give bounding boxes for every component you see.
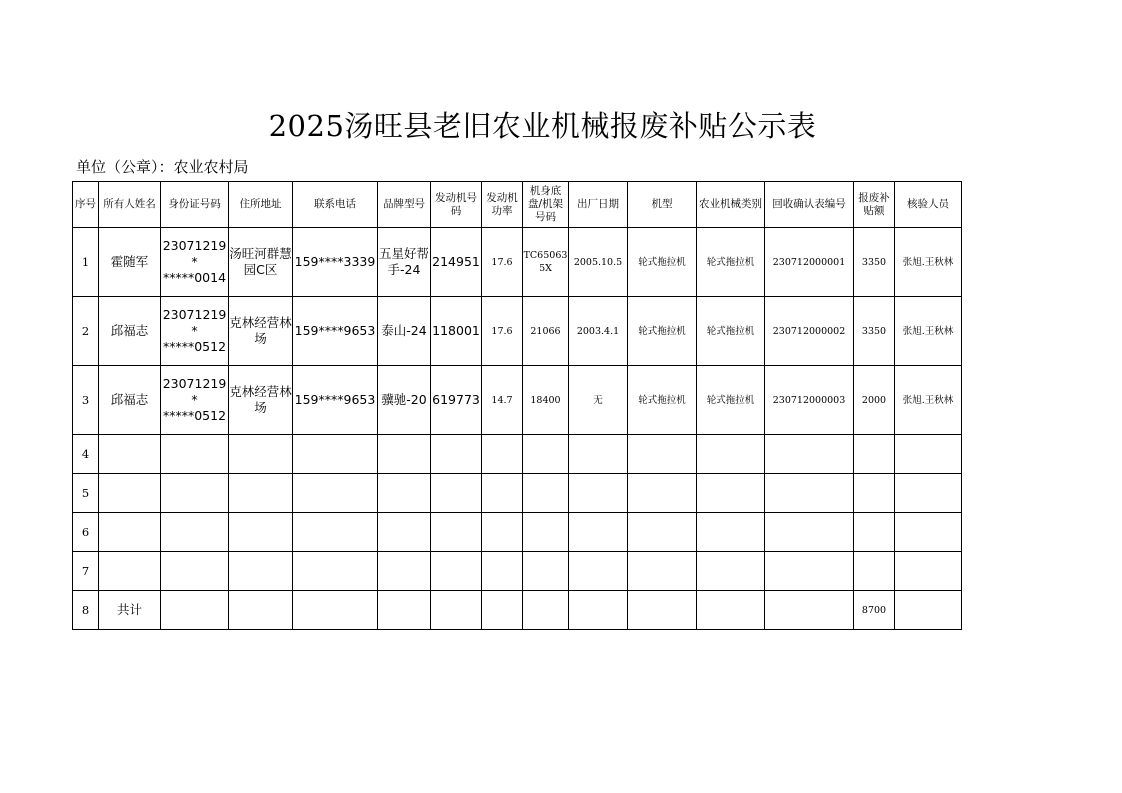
row-number: 3 [73, 366, 99, 435]
subsidy-amount: 3350 [854, 297, 895, 366]
id-number: 23071219* *****0014 [161, 228, 229, 297]
phone: 159****9653 [293, 297, 378, 366]
owner-name: 霍随军 [99, 228, 161, 297]
machine-type: 轮式拖拉机 [628, 228, 697, 297]
header-cell: 机身底盘/机架号码 [523, 182, 569, 228]
inspector: 张旭.王秋林 [895, 228, 962, 297]
brand-model: 泰山-24 [378, 297, 431, 366]
header-cell: 机型 [628, 182, 697, 228]
row-number: 7 [73, 552, 99, 591]
phone: 159****9653 [293, 366, 378, 435]
subsidy-amount: 3350 [854, 228, 895, 297]
owner-name: 邱福志 [99, 297, 161, 366]
header-cell: 回收确认表编号 [765, 182, 854, 228]
machine-category: 轮式拖拉机 [697, 228, 765, 297]
header-cell: 发动机号码 [431, 182, 482, 228]
header-cell: 报废补贴额 [854, 182, 895, 228]
table-row [73, 366, 962, 435]
header-cell: 品牌型号 [378, 182, 431, 228]
header-cell: 出厂日期 [569, 182, 628, 228]
row-number: 6 [73, 513, 99, 552]
address: 克林经营林场 [229, 366, 293, 435]
address: 克林经营林场 [229, 297, 293, 366]
page-title: 2025汤旺县老旧农业机械报废补贴公示表 [268, 109, 817, 143]
factory-date: 2003.4.1 [569, 297, 628, 366]
total-row [73, 591, 962, 630]
engine-power: 14.7 [482, 366, 523, 435]
chassis-number: 21066 [523, 297, 569, 366]
factory-date: 2005.10.5 [569, 228, 628, 297]
table-row [73, 513, 962, 552]
brand-model: 骥驰-20 [378, 366, 431, 435]
factory-date: 无 [569, 366, 628, 435]
table-row [73, 552, 962, 591]
row-number: 4 [73, 435, 99, 474]
table-row [73, 435, 962, 474]
chassis-number: 18400 [523, 366, 569, 435]
engine-number: 118001 [431, 297, 482, 366]
row-number: 5 [73, 474, 99, 513]
header-cell: 农业机械类别 [697, 182, 765, 228]
id-number: 23071219* *****0512 [161, 366, 229, 435]
chassis-number: TC650635X [523, 228, 569, 297]
header-cell: 所有人姓名 [99, 182, 161, 228]
row-number: 8 [73, 591, 99, 630]
address: 汤旺河群慧园C区 [229, 228, 293, 297]
table-row [73, 297, 962, 366]
phone: 159****3339 [293, 228, 378, 297]
table-row [73, 474, 962, 513]
header-row [73, 182, 962, 228]
subsidy-amount: 2000 [854, 366, 895, 435]
header-cell: 联系电话 [293, 182, 378, 228]
inspector: 张旭.王秋林 [895, 366, 962, 435]
table-row [73, 228, 962, 297]
total-subsidy: 8700 [854, 591, 895, 630]
subsidy-table [72, 181, 962, 630]
total-label: 共计 [99, 591, 161, 630]
header-cell: 身份证号码 [161, 182, 229, 228]
machine-type: 轮式拖拉机 [628, 297, 697, 366]
engine-number: 619773 [431, 366, 482, 435]
row-number: 2 [73, 297, 99, 366]
machine-category: 轮式拖拉机 [697, 366, 765, 435]
confirm-number: 230712000003 [765, 366, 854, 435]
owner-name: 邱福志 [99, 366, 161, 435]
machine-type: 轮式拖拉机 [628, 366, 697, 435]
header-cell: 序号 [73, 182, 99, 228]
confirm-number: 230712000001 [765, 228, 854, 297]
confirm-number: 230712000002 [765, 297, 854, 366]
row-number: 1 [73, 228, 99, 297]
header-cell: 核验人员 [895, 182, 962, 228]
header-cell: 住所地址 [229, 182, 293, 228]
unit-label: 单位（公章）：农业农村局 [76, 158, 249, 176]
brand-model: 五星好帮手-24 [378, 228, 431, 297]
id-number: 23071219* *****0512 [161, 297, 229, 366]
header-cell: 发动机功率 [482, 182, 523, 228]
machine-category: 轮式拖拉机 [697, 297, 765, 366]
engine-power: 17.6 [482, 228, 523, 297]
engine-number: 214951 [431, 228, 482, 297]
inspector: 张旭.王秋林 [895, 297, 962, 366]
engine-power: 17.6 [482, 297, 523, 366]
